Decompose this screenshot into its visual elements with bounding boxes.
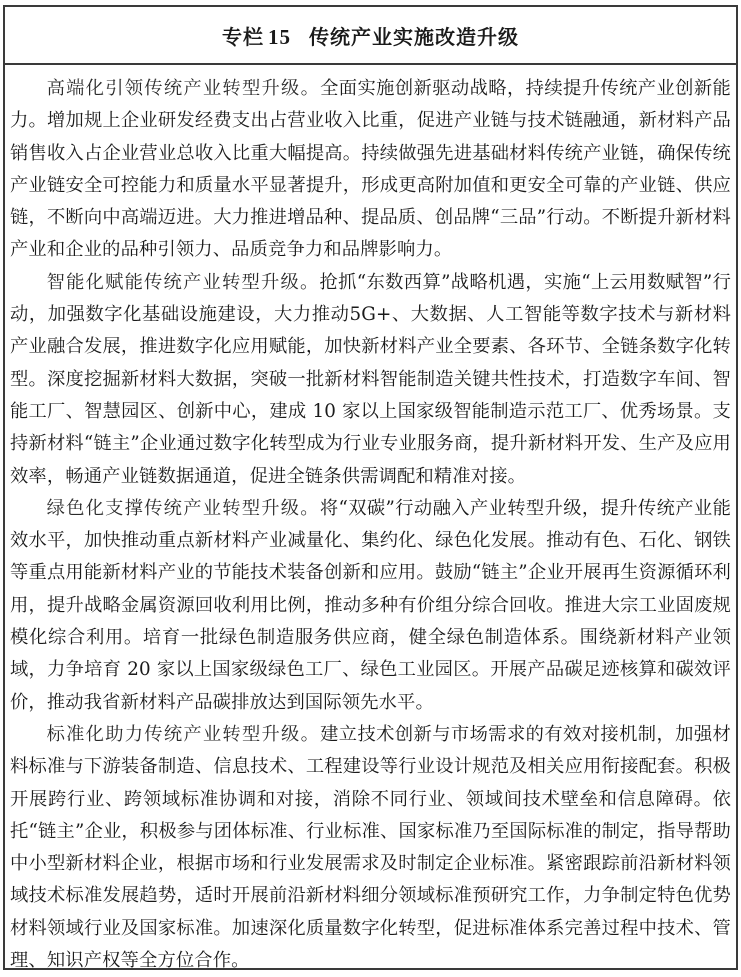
title-number: 15 <box>268 24 291 49</box>
title-prefix: 专栏 <box>222 24 264 49</box>
paragraph-body: 抢抓“东数西算”战略机遇，实施“上云用数赋智”行动，加强数字化基础设施建设，大力推动5G+、大数据、人工智能等数字技术与新材料产业融合发展，推进数字化应用赋能，加快新材料产业全要素、各环节、全链条数字化转型。深度挖掘新材料大数据，突破一批新材料智能制造关键共性技术，打造数字车间、智能工厂、智慧园区、创新中心，建成 10 家以上国家级智能制造示范工厂、优秀场景。支持新材料“链主”企业通过数字化转型成为行业专业服务商，提升新材料开发、生产及应用效率，畅通产业链数据通道，促进全链条供需调配和精准对接。 <box>10 271 732 487</box>
page-title <box>222 21 519 50</box>
paragraph-lead: 绿色化支撑传统产业转型升级。 <box>46 497 320 519</box>
paragraph-intelligent <box>10 267 731 493</box>
paragraph-body: 建立技术创新与市场需求的有效对接机制，加强材料标准与下游装备制造、信息技术、工程建设等行业设计规范及相关应用衔接配套。积极开展跨行业、跨领域标准协调和对接，消除不同行业、领域间技术壁垒和信息障碍。依托“链主”企业，积极参与团体标准、行业标准、国家标准乃至国际标准的制定，指导帮助中小型新材料企业，根据市场和行业发展需求及时制定企业标准。紧密跟踪前沿新材料领域技术标准发展趋势，适时开展前沿新材料细分领域标准预研究工作，力争制定特色优势材料领域行业及国家标准。加速深化质量数字化转型，促进标准体系完善过程中技术、管理、知识产权等全方位合作。 <box>10 723 731 972</box>
paragraph-green <box>10 493 731 719</box>
paragraph-lead: 标准化助力传统产业转型升级。 <box>46 723 321 745</box>
paragraph-lead: 高端化引领传统产业转型升级。 <box>46 78 321 99</box>
title-text: 传统产业实施改造升级 <box>309 24 519 49</box>
paragraph-high-end <box>10 73 731 267</box>
paragraph-body: 全面实施创新驱动战略，持续提升传统产业创新能力。增加规上企业研发经费支出占营业收入比重，促进产业链与技术链融通，新材料产品销售收入占企业营业总收入比重大幅提高。持续做强先进基础材料传统产业链，确保传统产业链安全可控能力和质量水平显著提升，形成更高附加值和更安全可靠的产业链、供应链，不断向中高端迈进。大力推进增品种、提品质、创品牌“三品”行动。不断提升新材料产业和企业的品种引领力、品质竞争力和品牌影响力。 <box>10 78 731 261</box>
paragraph-standardization <box>10 719 731 977</box>
title-row <box>5 7 736 65</box>
paragraph-body: 将“双碳”行动融入产业转型升级，提升传统产业能效水平，加快推动重点新材料产业减量化、集约化、绿色化发展。推动有色、石化、钢铁等重点用能新材料产业的节能技术装备创新和应用。鼓励“链主”企业开展再生资源循环利用，提升战略金属资源回收利用比例，推动多种有价组分综合回收。推进大宗工业固废规模化综合利用。培育一批绿色制造服务供应商，健全绿色制造体系。围绕新材料产业领域，力争培育 20 家以上国家级绿色工厂、绿色工业园区。开展产品碳足迹核算和碳效评价，推动我省新材料产品碳排放达到国际领先水平。 <box>10 497 731 713</box>
paragraph-lead: 智能化赋能传统产业转型升级。 <box>46 271 320 293</box>
column-box <box>3 5 738 970</box>
column-content <box>5 65 736 977</box>
